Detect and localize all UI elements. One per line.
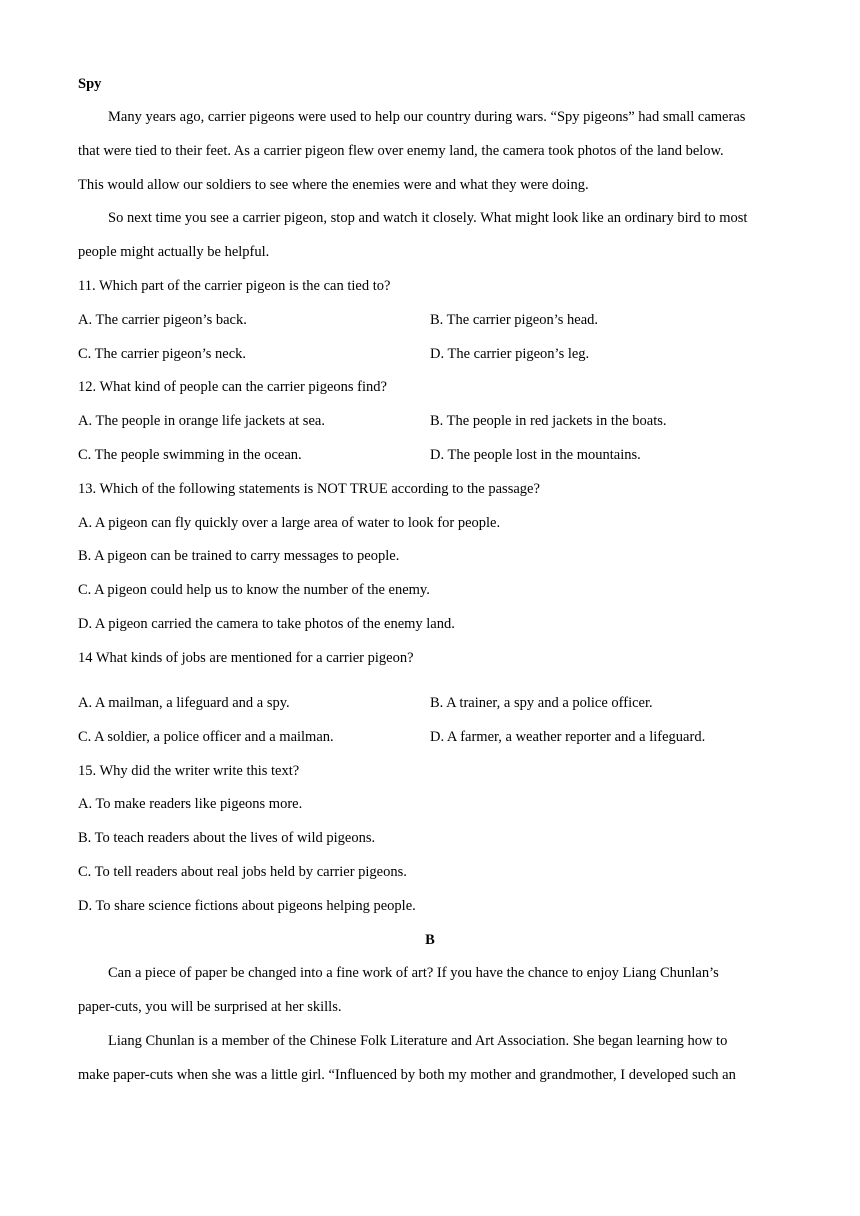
answer-option: C. To tell readers about real jobs held by carrier pigeons. [78, 864, 407, 880]
question-stem: 13. Which of the following statements is NOT TRUE according to the passage? [78, 481, 540, 497]
question-stem: 14 What kinds of jobs are mentioned for a carrier pigeon? [78, 650, 414, 666]
answer-option: A. The people in orange life jackets at sea. [78, 413, 325, 429]
answer-option: D. A pigeon carried the camera to take photos of the enemy land. [78, 616, 455, 632]
paragraph-line: Can a piece of paper be changed into a fine work of art? If you have the chance to enjoy Liang Chunlan’s [108, 965, 719, 981]
paragraph-line: Liang Chunlan is a member of the Chinese Folk Literature and Art Association. She began learning how to [108, 1033, 728, 1049]
paragraph-line: people might actually be helpful. [78, 244, 270, 260]
answer-option: B. To teach readers about the lives of wild pigeons. [78, 830, 376, 846]
answer-option: A. A pigeon can fly quickly over a large area of water to look for people. [78, 515, 501, 531]
passage-title: Spy [78, 76, 102, 92]
question-stem: 11. Which part of the carrier pigeon is the can tied to? [78, 278, 391, 294]
question-stem: 15. Why did the writer write this text? [78, 763, 300, 779]
answer-option: D. The carrier pigeon’s leg. [430, 346, 590, 362]
paragraph-line: that were tied to their feet. As a carrier pigeon flew over enemy land, the camera took photos of the land below. [78, 143, 724, 159]
answer-option: B. The carrier pigeon’s head. [430, 312, 599, 328]
section-heading: B [425, 932, 435, 948]
answer-option: D. A farmer, a weather reporter and a lifeguard. [430, 729, 706, 745]
answer-option: A. To make readers like pigeons more. [78, 796, 303, 812]
paragraph-line: So next time you see a carrier pigeon, stop and watch it closely. What might look like an ordinary bird to most [108, 210, 748, 226]
answer-option: D. To share science fictions about pigeons helping people. [78, 898, 416, 914]
answer-option: C. The people swimming in the ocean. [78, 447, 302, 463]
paragraph-line: Many years ago, carrier pigeons were used to help our country during wars. “Spy pigeons” had small cameras [108, 109, 746, 125]
answer-option: C. A pigeon could help us to know the number of the enemy. [78, 582, 430, 598]
answer-option: D. The people lost in the mountains. [430, 447, 641, 463]
paragraph-line: make paper-cuts when she was a little girl. “Influenced by both my mother and grandmother, I developed such an [78, 1067, 736, 1083]
answer-option: B. The people in red jackets in the boats. [430, 413, 667, 429]
answer-option: A. The carrier pigeon’s back. [78, 312, 247, 328]
answer-option: B. A pigeon can be trained to carry messages to people. [78, 548, 400, 564]
answer-option: C. A soldier, a police officer and a mailman. [78, 729, 334, 745]
paragraph-line: paper-cuts, you will be surprised at her skills. [78, 999, 342, 1015]
paragraph-line: This would allow our soldiers to see where the enemies were and what they were doing. [78, 177, 589, 193]
answer-option: B. A trainer, a spy and a police officer. [430, 695, 653, 711]
question-stem: 12. What kind of people can the carrier pigeons find? [78, 379, 387, 395]
answer-option: C. The carrier pigeon’s neck. [78, 346, 247, 362]
answer-option: A. A mailman, a lifeguard and a spy. [78, 695, 290, 711]
